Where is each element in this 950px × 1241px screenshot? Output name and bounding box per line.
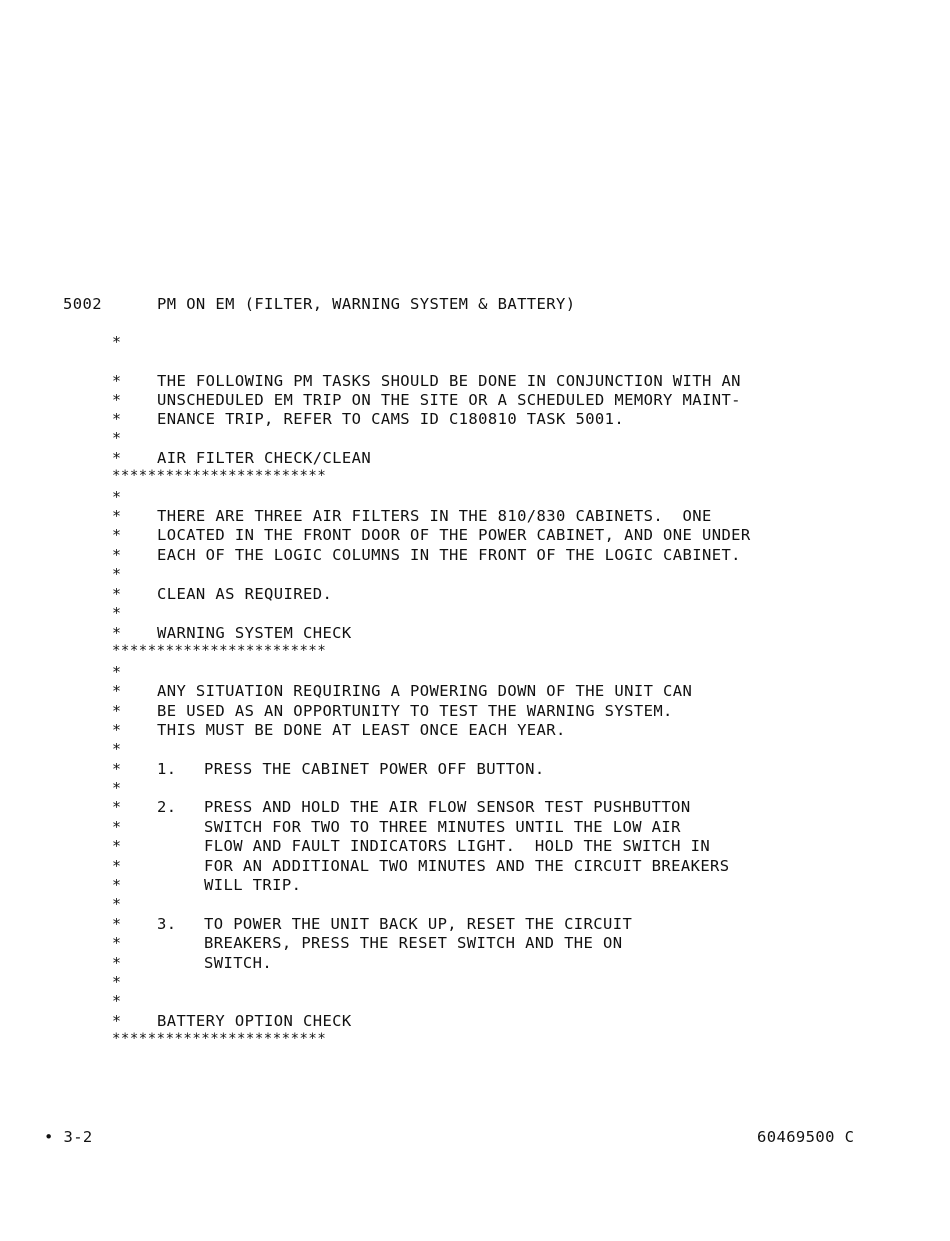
star-marker: *	[112, 507, 122, 525]
warning-line: ANY SITUATION REQUIRING A POWERING DOWN OF THE UNIT CAN	[157, 682, 693, 700]
star-marker: *	[112, 837, 122, 855]
star-marker: *	[112, 954, 122, 972]
star-marker: *	[112, 546, 122, 564]
step-number: 2.	[157, 798, 177, 816]
star-marker: *	[112, 934, 122, 952]
step-number: 3.	[157, 915, 177, 933]
star-marker: *	[112, 702, 122, 720]
warning-heading: WARNING SYSTEM CHECK	[157, 624, 352, 642]
star-marker: *	[112, 429, 122, 447]
star-marker: *	[112, 915, 122, 933]
step-text: SWITCH.	[204, 954, 273, 972]
clean-instruction: CLEAN AS REQUIRED.	[157, 585, 333, 603]
star-marker: *	[112, 488, 122, 506]
star-marker: *	[112, 1012, 122, 1030]
air-filter-rule: ************************	[112, 468, 327, 484]
step-text: PRESS THE CABINET POWER OFF BUTTON.	[204, 760, 545, 778]
star-marker: *	[112, 779, 122, 797]
warning-rule: ************************	[112, 643, 327, 659]
star-marker: *	[112, 449, 122, 467]
document-number: 60469500 C	[757, 1128, 855, 1146]
star-marker: *	[112, 372, 122, 390]
air-filter-heading: AIR FILTER CHECK/CLEAN	[157, 449, 372, 467]
star-marker: *	[112, 760, 122, 778]
step-text: SWITCH FOR TWO TO THREE MINUTES UNTIL THE LOW AIR	[204, 818, 681, 836]
step-text: PRESS AND HOLD THE AIR FLOW SENSOR TEST PUSHBUTTON	[204, 798, 691, 816]
step-text: WILL TRIP.	[204, 876, 302, 894]
step-text: BREAKERS, PRESS THE RESET SWITCH AND THE ON	[204, 934, 623, 952]
air-filter-line: THERE ARE THREE AIR FILTERS IN THE 810/830 CABINETS. ONE	[157, 507, 712, 525]
star-marker: *	[112, 857, 122, 875]
star-marker: *	[112, 410, 122, 428]
star-marker: *	[112, 721, 122, 739]
intro-line: UNSCHEDULED EM TRIP ON THE SITE OR A SCHEDULED MEMORY MAINT-	[157, 391, 741, 409]
star-marker: *	[112, 333, 122, 351]
step-number: 1.	[157, 760, 177, 778]
step-text: FOR AN ADDITIONAL TWO MINUTES AND THE CIRCUIT BREAKERS	[204, 857, 730, 875]
section-code: 5002	[63, 295, 102, 313]
star-marker: *	[112, 682, 122, 700]
battery-heading: BATTERY OPTION CHECK	[157, 1012, 352, 1030]
step-text: FLOW AND FAULT INDICATORS LIGHT. HOLD THE SWITCH IN	[204, 837, 711, 855]
star-marker: *	[112, 876, 122, 894]
star-marker: *	[112, 604, 122, 622]
battery-rule: ************************	[112, 1031, 327, 1047]
star-marker: *	[112, 798, 122, 816]
air-filter-line: EACH OF THE LOGIC COLUMNS IN THE FRONT OF THE LOGIC CABINET.	[157, 546, 741, 564]
star-marker: *	[112, 895, 122, 913]
star-marker: *	[112, 992, 122, 1010]
page-number: • 3-2	[44, 1128, 93, 1146]
intro-line: THE FOLLOWING PM TASKS SHOULD BE DONE IN CONJUNCTION WITH AN	[157, 372, 741, 390]
warning-line: THIS MUST BE DONE AT LEAST ONCE EACH YEAR.	[157, 721, 566, 739]
star-marker: *	[112, 740, 122, 758]
star-marker: *	[112, 391, 122, 409]
warning-line: BE USED AS AN OPPORTUNITY TO TEST THE WARNING SYSTEM.	[157, 702, 673, 720]
star-marker: *	[112, 663, 122, 681]
star-marker: *	[112, 565, 122, 583]
star-marker: *	[112, 973, 122, 991]
air-filter-line: LOCATED IN THE FRONT DOOR OF THE POWER CABINET, AND ONE UNDER	[157, 526, 751, 544]
star-marker: *	[112, 624, 122, 642]
star-marker: *	[112, 585, 122, 603]
intro-line: ENANCE TRIP, REFER TO CAMS ID C180810 TASK 5001.	[157, 410, 625, 428]
step-text: TO POWER THE UNIT BACK UP, RESET THE CIRCUIT	[204, 915, 633, 933]
star-marker: *	[112, 526, 122, 544]
section-title: PM ON EM (FILTER, WARNING SYSTEM & BATTERY)	[157, 295, 576, 313]
star-marker: *	[112, 818, 122, 836]
